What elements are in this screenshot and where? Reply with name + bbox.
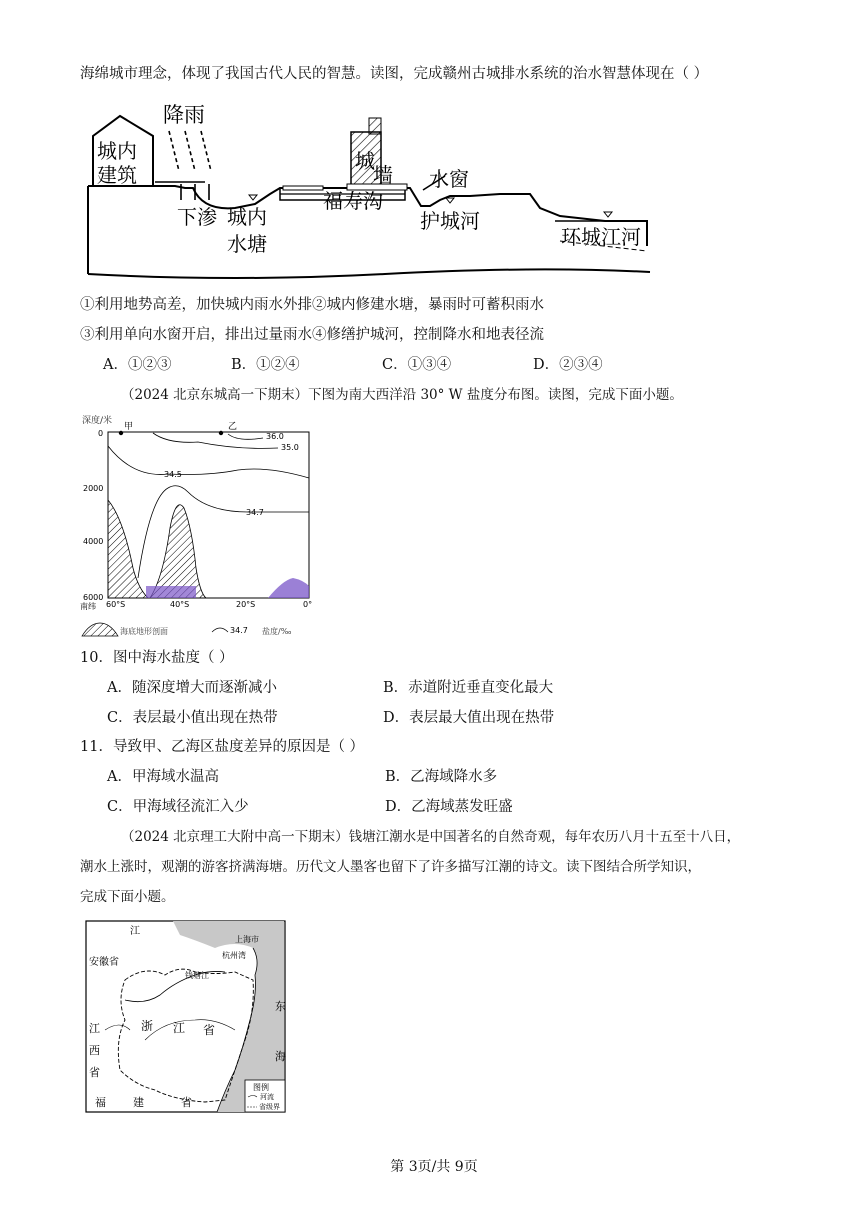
q9-option-d: D．②③④ — [533, 357, 603, 373]
legend-seafloor: 海底地形剖面 — [120, 627, 168, 636]
label-jiangsu: 江 — [130, 926, 140, 937]
legend-isohaline: 盐度/‰ — [262, 627, 292, 636]
label-building-2: 建筑 — [97, 163, 137, 187]
label-yi: 乙 — [228, 422, 238, 432]
point-yi — [219, 431, 223, 435]
x-axis-label: 南纬 — [80, 602, 96, 611]
q10-intro: （2024 北京东城高一下期末）下图为南大西洋沿 30° W 盐度分布图。读图，完成下面小题。 — [121, 387, 683, 403]
page-footer: 第 3页/共 9页 — [390, 1159, 478, 1175]
label-east: 东 — [275, 1000, 286, 1013]
q9-statement-2: ③利用单向水窗开启，排出过量雨水④修缮护城河，控制降水和地表径流 — [80, 327, 544, 343]
q10-option-c: C．表层最小值出现在热带 — [107, 710, 278, 726]
label-fushou: 福寿沟 — [323, 189, 383, 213]
contour-label-36: 36.0 — [266, 432, 284, 441]
seafloor-ridge — [150, 505, 206, 598]
label-hangzhou: 杭州湾 — [222, 951, 246, 960]
contour-36 — [228, 434, 263, 439]
q11-option-b: B．乙海域降水多 — [385, 769, 498, 785]
legend-isohaline-value: 34.7 — [230, 626, 248, 635]
label-jx3: 省 — [89, 1066, 100, 1079]
q10-option-d: D．表层最大值出现在热带 — [383, 710, 555, 726]
label-sheng: 省 — [203, 1023, 216, 1037]
label-fj-2: 建 — [133, 1096, 144, 1109]
q11-stem: 11．导致甲、乙海区盐度差异的原因是（ ） — [80, 739, 365, 755]
label-shanghai: 上海市 — [235, 935, 259, 944]
label-jx1: 江 — [89, 1022, 100, 1035]
zhejiang-map — [85, 920, 287, 1114]
q11-option-c: C．甲海域径流汇入少 — [107, 799, 249, 815]
label-zhe: 浙 — [141, 1019, 154, 1033]
contour-label-34-5: 34.5 — [164, 470, 182, 479]
ytick-4000: 4000 — [83, 537, 104, 546]
ytick-2000: 2000 — [83, 484, 104, 493]
label-wall-2: 墙 — [373, 163, 393, 187]
seafloor-left — [108, 500, 148, 598]
ytick-6000: 6000 — [83, 593, 104, 602]
q12-intro-3: 完成下面小题。 — [80, 889, 175, 905]
rain-arrows — [155, 131, 211, 200]
label-jx2: 西 — [89, 1044, 100, 1057]
seafloor-right — [268, 578, 309, 598]
contour-34-5 — [108, 446, 309, 478]
plot-frame — [108, 432, 309, 598]
intro-line: 海绵城市理念，体现了我国古代人民的智慧。读图，完成赣州古城排水系统的治水智慧体现在（ ） — [80, 66, 709, 82]
legend-isohaline-swatch — [212, 628, 228, 632]
contour-label-35: 35.0 — [281, 443, 299, 452]
legend-title: 图例 — [253, 1083, 269, 1092]
label-moat: 护城河 — [420, 209, 480, 233]
xtick-60: 60°S — [106, 600, 126, 609]
label-sea: 海 — [275, 1050, 286, 1063]
label-building-1: 城内 — [97, 139, 137, 163]
q9-option-b: B．①②④ — [231, 357, 300, 373]
q9-option-c: C．①③④ — [382, 357, 452, 373]
q12-intro-2: 潮水上涨时，观潮的游客挤满海塘。历代文人墨客也留下了许多描写江潮的诗文。读下图结合所学知识， — [80, 859, 701, 875]
q12-intro-1: （2024 北京理工大附中高一下期末）钱塘江潮水是中国著名的自然奇观，每年农历八月十五至十八日， — [121, 829, 741, 845]
label-qiantang: 钱塘江 — [185, 971, 209, 980]
q9-statement-1: ①利用地势高差，加快城内雨水外排②城内修建水塘，暴雨时可蓄积雨水 — [80, 297, 544, 313]
xtick-40: 40°S — [170, 600, 190, 609]
contour-label-34-7: 34.7 — [246, 508, 264, 517]
q10-stem: 10．图中海水盐度（ ） — [80, 650, 234, 666]
contour-35 — [153, 433, 278, 448]
label-jia: 甲 — [124, 422, 134, 432]
label-jiang: 江 — [173, 1021, 186, 1035]
y-axis-label: 深度/米 — [82, 416, 113, 426]
legend-boundary: 省级界 — [259, 1103, 280, 1111]
q10-option-a: A．随深度增大而逐渐减小 — [107, 680, 277, 696]
legend-seafloor-swatch — [82, 623, 118, 636]
xtick-20: 20°S — [236, 600, 256, 609]
label-pond-2: 水塘 — [227, 232, 267, 256]
label-river: 环城江河 — [561, 225, 641, 249]
xtick-0: 0° — [303, 600, 313, 609]
q11-option-a: A．甲海域水温高 — [107, 769, 219, 785]
drainage-diagram — [85, 96, 665, 284]
point-jia — [119, 431, 123, 435]
q10-option-b: B．赤道附近垂直变化最大 — [383, 680, 554, 696]
q11-option-d: D．乙海域蒸发旺盛 — [385, 799, 513, 815]
label-infiltration: 下渗 — [177, 205, 217, 229]
label-anhui: 安徽省 — [89, 957, 119, 968]
ytick-0: 0 — [98, 429, 104, 438]
q9-option-a: A．①②③ — [103, 357, 172, 373]
label-fj-3: 省 — [181, 1096, 192, 1109]
label-fj-1: 福 — [95, 1096, 106, 1109]
label-window: 水窗 — [429, 167, 469, 191]
label-wall-1: 城 — [355, 149, 375, 173]
label-rain: 降雨 — [163, 103, 205, 127]
salinity-chart — [78, 408, 318, 640]
label-pond-1: 城内 — [227, 205, 267, 229]
legend-river: 河流 — [260, 1093, 274, 1101]
